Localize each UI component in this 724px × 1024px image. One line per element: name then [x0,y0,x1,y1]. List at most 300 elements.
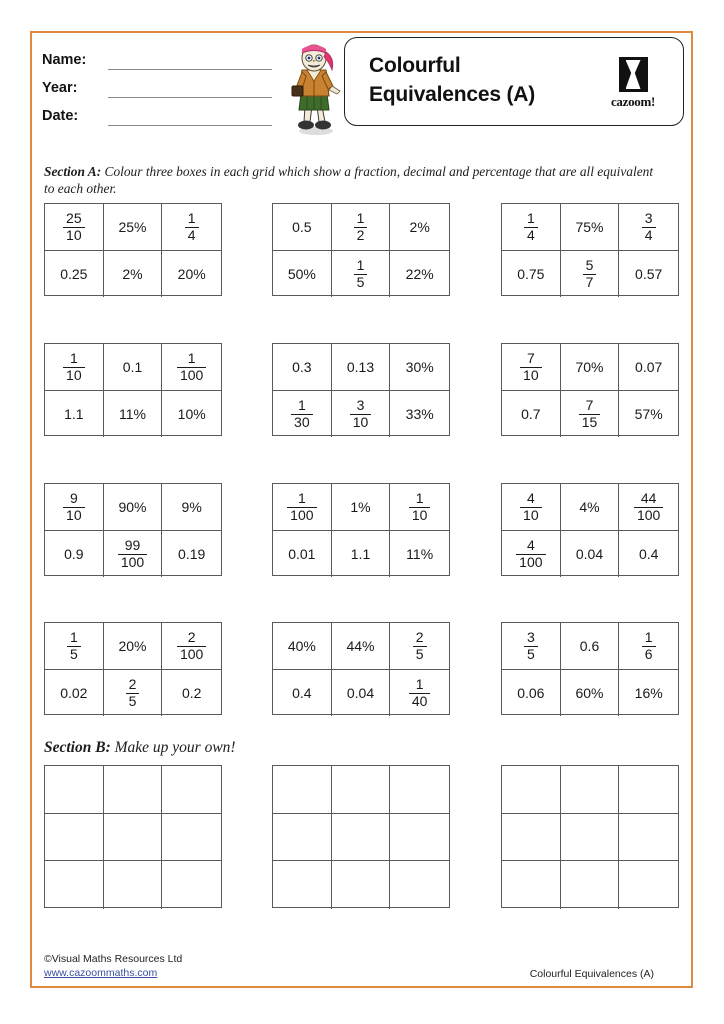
fraction [634,491,663,522]
year-input-line[interactable] [108,80,272,98]
grid-row [502,204,678,251]
worksheet-header [32,33,691,143]
grid-row [502,814,678,862]
fraction [291,398,313,429]
year-label: Year: [42,80,78,96]
grid-cell[interactable] [502,391,561,438]
cell-value: 9% [181,498,202,515]
grid-cell[interactable] [332,344,391,391]
grid-row [273,861,449,909]
blank-grid-cell[interactable] [162,766,221,814]
grid-row [502,531,678,578]
grid-cell[interactable] [273,344,332,391]
fraction-denominator: 10 [63,367,85,383]
grid-cell[interactable] [390,251,449,298]
grid-row [273,814,449,862]
cazoom-logo [601,57,665,110]
fraction [350,398,372,429]
grid-cell[interactable] [332,623,391,670]
cell-value: 20% [118,637,147,654]
fraction-numerator: 2 [128,676,137,693]
fraction-denominator: 100 [516,554,545,570]
grid-cell[interactable] [332,251,391,298]
grid-cell[interactable] [45,344,104,391]
cell-value: 1.1 [64,405,84,422]
cell-value: 2% [122,265,143,282]
fraction-denominator: 100 [634,507,663,523]
fraction-denominator: 100 [177,646,206,662]
grid-cell[interactable] [332,204,391,251]
date-field-row [42,98,272,126]
equivalence-grid [501,483,679,576]
grid-cell[interactable] [273,531,332,578]
blank-grid-cell[interactable] [332,861,391,909]
fraction-numerator: 3 [644,210,653,227]
cell-value: 1.1 [350,545,371,562]
fraction [354,258,368,289]
cell-value: 20% [177,265,206,282]
fraction-numerator: 1 [69,629,78,646]
fraction-numerator: 2 [415,629,424,646]
grid-cell[interactable] [390,484,449,531]
blank-grid-cell[interactable] [561,766,620,814]
blank-equivalence-grid [44,765,222,908]
blank-grid-cell[interactable] [561,814,620,862]
grid-row [273,531,449,578]
grid-cell[interactable] [162,204,221,251]
fraction-denominator: 6 [642,646,656,662]
blank-grid-cell[interactable] [104,861,163,909]
cazoom-logo-word: cazoom! [610,94,656,109]
equivalence-grid [272,622,450,715]
copyright-text: ©Visual Maths Resources Ltd [44,953,183,965]
fraction-denominator: 10 [63,227,85,243]
grid-cell[interactable] [162,670,221,717]
grid-cell[interactable] [619,531,678,578]
grid-cell[interactable] [332,391,391,438]
fraction-numerator: 1 [415,490,424,507]
equivalence-grid [44,343,222,436]
grid-cell[interactable] [273,204,332,251]
fraction-numerator: 1 [415,676,424,693]
cell-value: 75% [575,218,604,235]
grid-row [45,344,221,391]
fraction-numerator: 7 [526,350,535,367]
cell-value: 40% [287,637,316,654]
cell-value: 22% [405,265,434,282]
fraction-numerator: 4 [526,537,535,554]
blank-grid-cell[interactable] [502,861,561,909]
blank-grid-cell[interactable] [390,766,449,814]
grid-cell[interactable] [390,204,449,251]
cell-value: 0.4 [638,545,659,562]
grid-row [273,623,449,670]
grid-cell[interactable] [45,251,104,298]
grid-cell[interactable] [45,531,104,578]
grid-row [45,814,221,862]
blank-grid-cell[interactable] [273,766,332,814]
fraction-numerator: 1 [644,629,653,646]
grid-row [45,531,221,578]
grid-cell[interactable] [162,344,221,391]
cell-value: 4% [579,498,600,515]
fraction [287,491,316,522]
student-info-block [42,42,272,126]
fraction [354,211,368,242]
blank-grid-cell[interactable] [390,861,449,909]
grid-cell[interactable] [619,344,678,391]
fraction-numerator: 5 [585,257,594,274]
grid-cell[interactable] [104,251,163,298]
grid-cell[interactable] [390,623,449,670]
grid-row [273,204,449,251]
grid-cell[interactable] [561,484,620,531]
section-b-heading [44,738,654,758]
grid-row [45,766,221,814]
equivalence-grid [44,622,222,715]
grid-cell[interactable] [104,531,163,578]
grid-cell[interactable] [332,531,391,578]
grid-row [45,484,221,531]
blank-grid-cell[interactable] [502,814,561,862]
date-input-line[interactable] [108,108,272,126]
grid-cell[interactable] [561,344,620,391]
grid-cell[interactable] [104,204,163,251]
grid-cell[interactable] [502,531,561,578]
grid-cell[interactable] [162,484,221,531]
fraction-denominator: 100 [287,507,316,523]
cazoom-logo-mark-icon [619,57,648,92]
grid-row [45,670,221,717]
grid-cell[interactable] [502,484,561,531]
cell-value: 0.1 [122,358,143,375]
equivalence-grid [272,483,450,576]
grid-row [45,623,221,670]
fraction-denominator: 5 [126,693,140,709]
grid-cell[interactable] [561,204,620,251]
grid-row [273,251,449,298]
fraction [516,538,545,569]
cell-value: 11% [406,545,434,562]
fraction [413,630,427,661]
section-a-label: Section A: [44,164,102,179]
cell-value: 0.04 [575,545,604,562]
cell-value: 0.25 [60,265,88,282]
grid-cell[interactable] [45,204,104,251]
grid-cell[interactable] [502,344,561,391]
grid-cell[interactable] [273,623,332,670]
worksheet-title-box [344,37,684,126]
grid-row [502,391,678,438]
fraction [177,351,206,382]
fraction-denominator: 10 [350,414,372,430]
fraction-denominator: 4 [524,227,538,243]
footer-worksheet-name: Colourful Equivalences (A) [529,968,654,980]
equivalence-grid [44,483,222,576]
grid-row [502,766,678,814]
blank-grid-cell[interactable] [619,814,678,862]
grid-row [502,251,678,298]
fraction [63,351,85,382]
grid-cell[interactable] [273,251,332,298]
website-link[interactable]: www.cazoommaths.com [44,967,158,979]
fraction [67,630,81,661]
fraction-denominator: 4 [185,227,199,243]
grid-cell[interactable] [104,391,163,438]
fraction-numerator: 3 [356,397,365,414]
blank-grid-cell[interactable] [332,766,391,814]
grid-cell[interactable] [502,623,561,670]
grid-cell[interactable] [619,484,678,531]
equivalence-grid [272,343,450,436]
fraction-numerator: 1 [187,350,196,367]
grid-row [273,670,449,717]
blank-grid-cell[interactable] [619,861,678,909]
fraction [63,491,85,522]
cell-value: 0.6 [579,637,600,654]
fraction-numerator: 1 [356,210,365,227]
date-label: Date: [42,108,79,124]
fraction-denominator: 2 [354,227,368,243]
fraction [185,211,199,242]
fraction-numerator: 99 [124,537,141,554]
section-a-instruction: Colour three boxes in each grid which show a fraction, decimal and percentage that are all equivalent to each other. [44,164,654,196]
name-input-line[interactable] [108,52,272,70]
grid-cell[interactable] [502,670,561,717]
fraction-denominator: 100 [177,367,206,383]
fraction-denominator: 30 [291,414,313,430]
grid-cell[interactable] [502,251,561,298]
blank-grid-cell[interactable] [390,814,449,862]
cell-value: 25% [118,218,147,235]
grid-cell[interactable] [390,391,449,438]
fraction [524,630,538,661]
page-title [369,51,599,109]
cell-value: 0.13 [346,358,375,375]
grid-cell[interactable] [390,670,449,717]
grid-cell[interactable] [561,251,620,298]
grid-cell[interactable] [45,391,104,438]
year-field-row [42,70,272,98]
fraction [63,211,85,242]
grid-cell[interactable] [162,531,221,578]
fraction-numerator: 1 [297,397,306,414]
grid-cell[interactable] [619,204,678,251]
fraction [126,677,140,708]
fraction [177,630,206,661]
grid-cell[interactable] [561,391,620,438]
blank-grid-cell[interactable] [162,814,221,862]
cell-value: 11% [119,405,146,422]
grid-row [273,391,449,438]
section-a-heading [44,163,654,197]
cell-value: 0.57 [635,265,663,282]
grid-cell[interactable] [45,623,104,670]
blank-grid-cell[interactable] [45,861,104,909]
grid-row [45,391,221,438]
fraction-denominator: 7 [583,274,597,290]
fraction-numerator: 3 [526,629,535,646]
blank-grid-cell[interactable] [162,861,221,909]
cell-value: 44% [346,637,375,654]
cell-value: 0.2 [181,684,202,701]
grid-cell[interactable] [502,204,561,251]
cell-value: 0.02 [60,684,88,701]
pirate-mascot-icon [283,36,345,136]
grid-cell[interactable] [273,391,332,438]
fraction-denominator: 10 [520,507,542,523]
fraction-numerator: 9 [69,490,78,507]
footer-left [44,952,182,980]
grid-row [45,204,221,251]
fraction-denominator: 5 [354,274,368,290]
grid-cell[interactable] [390,531,449,578]
cell-value: 0.06 [517,684,545,701]
grid-cell[interactable] [104,623,163,670]
cell-value: 0.3 [292,358,312,375]
blank-equivalence-grid [501,765,679,908]
title-line-2: Equivalences (A) [369,83,536,106]
grid-cell[interactable] [162,251,221,298]
blank-grid-cell[interactable] [104,766,163,814]
grid-cell[interactable] [561,531,620,578]
grid-cell[interactable] [104,344,163,391]
cell-value: 30% [405,358,434,375]
grid-cell[interactable] [273,670,332,717]
cell-value: 33% [405,405,434,422]
equivalence-grid [44,203,222,296]
blank-grid-cell[interactable] [45,814,104,862]
grid-row [45,861,221,909]
fraction-denominator: 40 [409,693,431,709]
fraction-numerator: 1 [297,490,306,507]
fraction-denominator: 10 [409,507,431,523]
blank-grid-cell[interactable] [619,766,678,814]
grid-cell[interactable] [619,670,678,717]
equivalence-grid [501,343,679,436]
grid-cell[interactable] [162,623,221,670]
fraction-numerator: 25 [66,210,82,227]
cell-value: 50% [287,265,316,282]
fraction-denominator: 4 [642,227,656,243]
grid-cell[interactable] [332,670,391,717]
blank-grid-cell[interactable] [332,814,391,862]
grid-row [502,344,678,391]
grid-cell[interactable] [619,623,678,670]
equivalence-grid [501,203,679,296]
cell-value: 90% [118,498,147,515]
grid-row [502,670,678,717]
fraction-numerator: 1 [69,350,78,367]
fraction-numerator: 1 [356,257,365,274]
blank-grid-cell[interactable] [502,766,561,814]
grid-cell[interactable] [332,484,391,531]
name-label: Name: [42,52,87,68]
grid-cell[interactable] [45,670,104,717]
grid-row [502,861,678,909]
fraction [118,538,147,569]
grid-cell[interactable] [104,670,163,717]
title-line-1: Colourful [369,54,461,77]
equivalence-grid [501,622,679,715]
fraction [409,677,431,708]
cell-value: 0.19 [178,545,206,562]
fraction-numerator: 44 [640,490,657,507]
equivalence-grid [272,203,450,296]
fraction-numerator: 2 [187,629,196,646]
cell-value: 10% [177,405,206,422]
grid-row [502,484,678,531]
section-b-label: Section B: [44,739,111,756]
fraction-denominator: 100 [118,554,147,570]
cell-value: 1% [350,498,371,515]
name-field-row [42,42,272,70]
section-b-instruction: Make up your own! [110,739,236,756]
fraction [520,351,542,382]
cell-value: 57% [634,405,663,422]
cell-value: 0.07 [635,358,663,375]
fraction [520,491,542,522]
grid-row [45,251,221,298]
blank-equivalence-grid [272,765,450,908]
fraction-denominator: 5 [67,646,81,662]
fraction-numerator: 1 [526,210,535,227]
fraction-denominator: 10 [520,367,542,383]
cell-value: 70% [575,358,604,375]
fraction [579,398,601,429]
fraction [642,211,656,242]
cell-value: 0.75 [517,265,545,282]
blank-grid-cell[interactable] [561,861,620,909]
blank-grid-cell[interactable] [273,814,332,862]
cell-value: 2% [409,218,430,235]
grid-row [273,766,449,814]
grid-row [273,484,449,531]
blank-grid-cell[interactable] [273,861,332,909]
blank-grid-cell[interactable] [104,814,163,862]
fraction-numerator: 4 [526,490,535,507]
grid-cell[interactable] [273,484,332,531]
fraction [524,211,538,242]
grid-cell[interactable] [104,484,163,531]
grid-cell[interactable] [45,484,104,531]
blank-grid-cell[interactable] [45,766,104,814]
fraction [409,491,431,522]
fraction-denominator: 5 [524,646,538,662]
cell-value: 0.04 [346,684,375,701]
grid-cell[interactable] [619,391,678,438]
grid-cell[interactable] [162,391,221,438]
fraction-denominator: 10 [63,507,85,523]
grid-cell[interactable] [561,670,620,717]
fraction-denominator: 5 [413,646,427,662]
grid-row [273,344,449,391]
cell-value: 0.5 [292,218,312,235]
grid-row [502,623,678,670]
cell-value: 0.01 [288,545,316,562]
grid-cell[interactable] [561,623,620,670]
grid-cell[interactable] [619,251,678,298]
cell-value: 0.4 [292,684,312,701]
fraction-numerator: 7 [585,397,594,414]
cell-value: 16% [634,684,663,701]
fraction [583,258,597,289]
fraction [642,630,656,661]
fraction-denominator: 15 [579,414,601,430]
grid-cell[interactable] [390,344,449,391]
cell-value: 0.7 [521,405,541,422]
fraction-numerator: 1 [187,210,196,227]
